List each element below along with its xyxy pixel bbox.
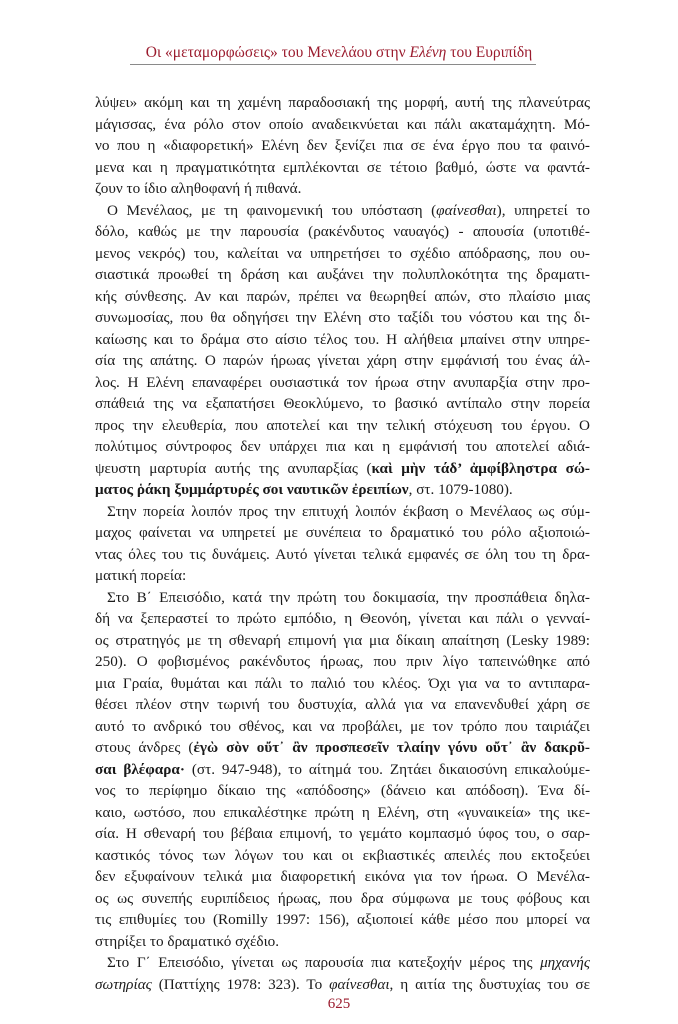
running-head: [0, 44, 678, 62]
text-line: [95, 329, 590, 351]
text-span: ψευστη μαρτυρία αυτής της ανυπαρξίας (: [95, 459, 372, 477]
italic-term: μηχανής: [540, 954, 590, 971]
text-span: λύψει» ακόμη και τη χαμένη παραδοσιακή της μορφή, αυτή της πλανεύτρας: [95, 94, 590, 111]
text-span: καστικός τόνος των λόγων του και οι εκβιαστικές απειλές που εκτοξεύει: [95, 846, 590, 864]
text-line: [95, 522, 590, 544]
text-span: σιαστικά προωθεί τη δράση και αυξάνει την πολυπλοκότητα της δραματι-: [95, 266, 590, 283]
text-line: [95, 92, 590, 114]
text-line: [95, 845, 590, 867]
italic-term: σωτηρίας: [95, 975, 152, 993]
italic-term: φαίνεσθαι: [329, 975, 390, 993]
text-line: [95, 565, 590, 587]
text-span: μενος νεκρός) του, καλείται να υπηρετήσει το σχέδιο απόδρασης, που ου-: [95, 244, 590, 262]
text-line: [95, 372, 590, 394]
text-span: τις επιθυμίες του (Romilly 1997: 156), αξιοποιεί κάθε μέσο που μπορεί να: [95, 911, 590, 928]
italic-term: Ελένη: [409, 44, 447, 61]
greek-quotation: σαι βλέφαρα·: [95, 760, 185, 778]
text-span: Στο Β΄ Επεισόδιο, κατά την πρώτη του δοκιμασία, την προσπάθεια δηλα-: [107, 588, 590, 606]
text-span: καίωσης και το δράμα στο αίσιο τέλος του. Η αλήθεια μπαίνει στην υπηρε-: [95, 330, 590, 348]
text-span: Στο Γ΄ Επεισόδιο, γίνεται ως παρουσία πια κατεξοχήν μέρος της: [107, 954, 541, 971]
text-line: [95, 952, 590, 974]
text-line: [95, 909, 590, 931]
text-line: [95, 157, 590, 179]
text-line: [95, 178, 590, 200]
text-line: [95, 737, 590, 759]
text-span: Ο Μενέλαος, με τη φαινομενική του υπόσταση (: [107, 201, 437, 219]
text-line: [95, 931, 590, 953]
text-span: , η αιτία της δυστυχίας του σε: [389, 975, 590, 993]
body-text: [95, 92, 590, 995]
text-span: δεν εξυφαίνουν τελικά μια διαφορετική εικόνα για τον ήρωα. Ο Μενέλα-: [95, 868, 590, 885]
text-span: ), υπηρετεί το: [496, 201, 590, 219]
text-span: νος το περίφημο δίκαιο της «απόδοσης» (δάνειο και απόδοση). Ένα δί-: [95, 782, 590, 799]
text-span: στους άνδρες (: [95, 739, 194, 756]
text-span: στηρίξει το δραματικό σχέδιο.: [95, 932, 280, 950]
text-span: Στην πορεία λοιπόν προς την επιτυχή λοιπόν έκβαση ο Μενέλαος ως σύμ-: [107, 502, 590, 520]
text-line: [95, 802, 590, 824]
text-span: ζουν το ίδιο αληθοφανή ή πιθανά.: [95, 180, 302, 197]
text-span: αυτό το ανδρικό του σθένος, και να προβάλει, με τον τρόπο που ταιριάζει: [95, 717, 590, 735]
text-line: [95, 694, 590, 716]
text-line: [95, 415, 590, 437]
text-line: [95, 114, 590, 136]
text-line: [95, 243, 590, 265]
text-span: σπάθειά της να εξαπατήσει Θεοκλύμενο, το βασικό αντίπαλο στην πορεία: [95, 395, 590, 412]
text-line: [95, 264, 590, 286]
text-span: 250). Ο φοβισμένος ρακένδυτος ήρωας, που πριν λίγο ταπεινώθηκε από: [95, 653, 590, 670]
text-span: δόλο, καθώς με την παρουσία (ρακένδυτος ναυαγός) - απουσία (υποτιθέ-: [95, 223, 590, 240]
text-span: λος. Η Ελένη επαναφέρει ουσιαστικά τον ήρωα στην ανυπαρξία στην προ-: [95, 373, 590, 391]
text-span: μαχος φαίνεται να υπηρετεί με συνέπεια το δραματικό του ρόλο αξιοποιώ-: [95, 524, 590, 541]
text-span: μενα και η πραγματικότητα εμπλέκονται σε τέτοιο βαθμό, ώστε να φαντά-: [95, 158, 590, 176]
text-line: [95, 458, 590, 480]
text-span: (στ. 947-948), το αίτημά του. Ζητάει δικαιοσύνη επικαλούμε-: [184, 760, 590, 778]
text-span: προς την ελευθερία, που αποτελεί και την τελική στόχευση του έργου. Ο: [95, 416, 590, 434]
text-line: [95, 221, 590, 243]
text-span: δή να ξεπεραστεί το πρώτο εμπόδιο, η Θεονόη, γίνεται και πάλι ο γενναί-: [95, 610, 590, 627]
text-line: [95, 630, 590, 652]
text-line: [95, 350, 590, 372]
text-line: [95, 608, 590, 630]
text-span: κής σύνθεσης. Αν και παρών, πρέπει να θεωρηθεί απών, στο πλαίσιο μιας: [95, 287, 590, 305]
text-line: [95, 135, 590, 157]
text-line: [95, 651, 590, 673]
text-span: , στ. 1079-1080).: [408, 481, 513, 498]
text-line: [95, 673, 590, 695]
text-span: (Παττίχης 1978: 323). Το: [151, 975, 330, 993]
text-span: πολύτιμος σύντροφος δεν υπάρχει πια και η εμφάνισή του αποτελεί αδιά-: [95, 438, 590, 455]
text-span: θέσει πλέον στην τωρινή του δυστυχία, αλλά για να επανενδυθεί χάρη σε: [95, 696, 590, 713]
text-line: [95, 716, 590, 738]
text-span: ντας όλες του τις δυνάμεις. Αυτό γίνεται τελικά εμφανές σε όλη του τη δρα-: [95, 545, 590, 563]
text-line: [95, 759, 590, 781]
text-span: Οι «μεταμορφώσεις» του Μενελάου στην: [145, 44, 410, 61]
text-line: [95, 823, 590, 845]
text-line: [95, 393, 590, 415]
text-span: ος στρατηγός με τη σθεναρή επιμονή για μια δίκαιη απαίτηση (Lesky 1989:: [95, 631, 590, 649]
text-line: [95, 974, 590, 996]
text-span: σία. Η σθεναρή του βέβαια επιμονή, το γεμάτο κομπασμό ύφος του, ο σαρ-: [95, 825, 590, 842]
text-span: συνωμοσίας, που θα οδηγήσει την Ελένη στο ταξίδι του νόστου και της δι-: [95, 309, 590, 326]
page-number: 625: [327, 996, 351, 1012]
text-line: [95, 436, 590, 458]
text-line: [95, 866, 590, 888]
text-line: [95, 888, 590, 910]
text-line: [95, 587, 590, 609]
text-line: [95, 780, 590, 802]
greek-quotation: καὶ μὴν τάδ’ ἀμφίβληστρα σώ-: [371, 459, 590, 477]
text-span: σία της απάτης. Ο παρών ήρωας γίνεται χάρη στην εμφάνισή του ένας άλ-: [95, 352, 590, 369]
text-line: [95, 544, 590, 566]
greek-quotation: ματος ῥάκη ξυμμάρτυρές σοι ναυτικῶν ἐρειπίων: [95, 481, 409, 498]
text-line: [95, 307, 590, 329]
header-rule: [130, 64, 536, 65]
text-line: [95, 479, 590, 501]
italic-term: φαίνεσθαι: [436, 201, 497, 219]
text-span: ματική πορεία:: [95, 567, 187, 584]
text-span: καιο, ωστόσο, που επικαλέστηκε πρώτη η Ελένη, στη «γυναικεία» της ικε-: [95, 803, 590, 821]
text-line: [95, 501, 590, 523]
text-span: μάγισσας, ένα ρόλο στον οποίο αναδεικνύεται και πάλι ακαταμάχητη. Μό-: [95, 115, 590, 133]
text-span: νο που η «διαφορετική» Ελένη δεν ξενίζει πια σε ένα έργο που τα φαινό-: [95, 137, 590, 154]
text-span: του Ευριπίδη: [446, 44, 533, 61]
greek-quotation: ἐγὼ σὸν οὔτ᾽ ἂν προσπεσεῖν τλαίην γόνυ οὔτ᾽ ἂν δακρῦ-: [193, 739, 590, 756]
text-line: [95, 200, 590, 222]
text-span: μια Γραία, θυμάται και πάλι το παλιό του κλέος. Όχι για να το αντιπαρα-: [95, 674, 590, 692]
text-line: [95, 286, 590, 308]
text-span: ος ως συνεπής ευριπίδειος ήρωας, που δρα σύμφωνα με τους φόβους και: [95, 889, 590, 907]
